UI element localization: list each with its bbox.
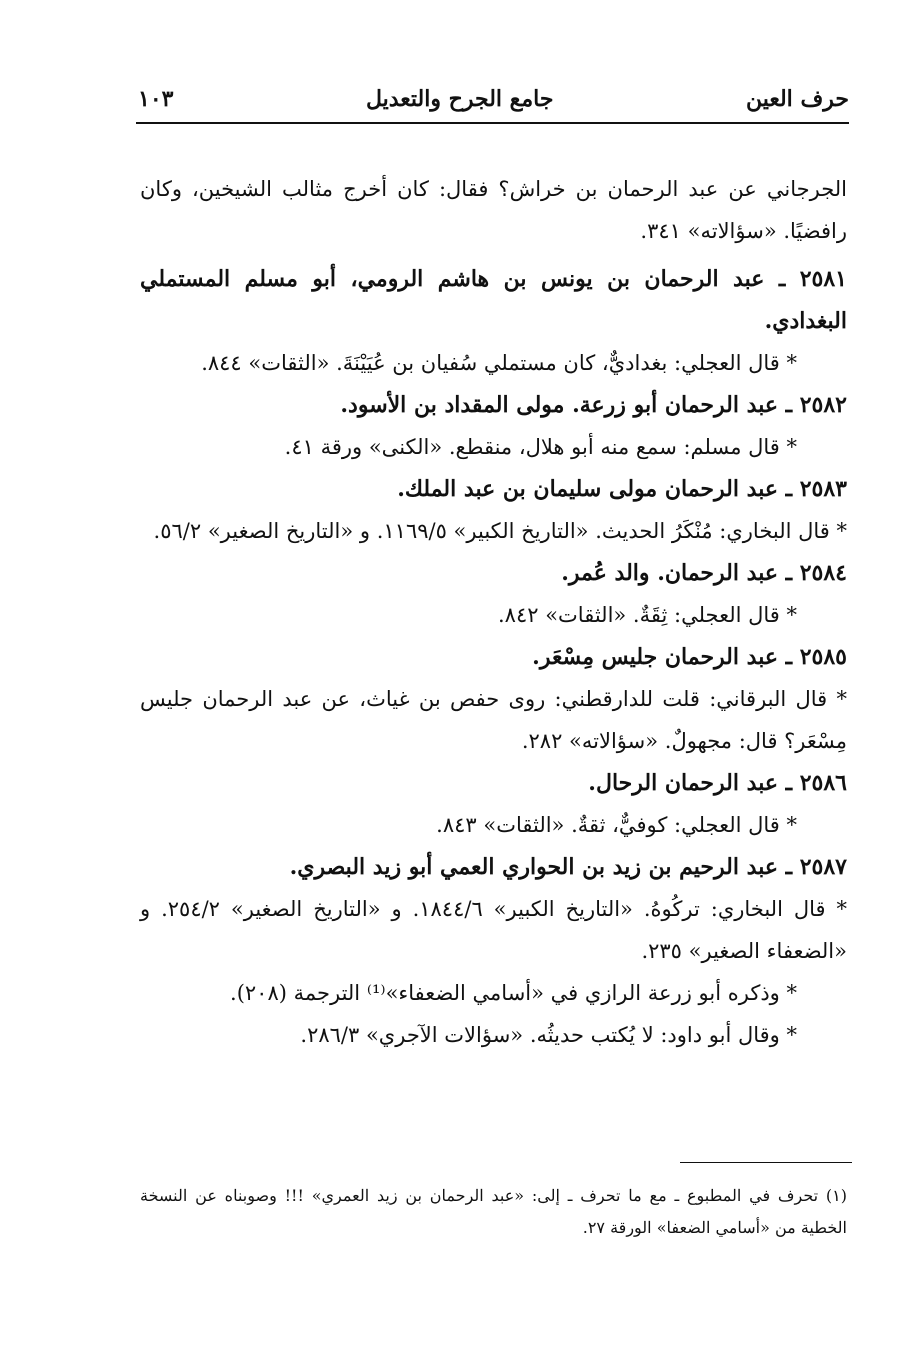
continuation-paragraph: الجرجاني عن عبد الرحمان بن خراش؟ فقال: كان أخرج مثالب الشيخين، وكان رافضيًا. «سؤالاته» ٣٤١. (140, 177, 847, 243)
page-number: ١٠٣ (138, 86, 174, 112)
running-header (138, 86, 849, 120)
footnote-1: (١) تحرف في المطبوع ـ مع ما تحرف ـ إلى: «عبد الرحمان بن زيد العمري» !!! وصوبناه عن النسخة الخطية من «أسامي الضعفا» الورقة ٢٧. (140, 1186, 847, 1237)
entry-note: * قال البخاري: مُنْكَرُ الحديث. «التاريخ الكبير» ١١٦٩/٥. و «التاريخ الصغير» ٥٦/٢. (153, 519, 847, 543)
entry-heading-2581: ٢٥٨١ ـ عبد الرحمان بن يونس بن هاشم الرومي، أبو مسلم المستملي البغدادي. (140, 266, 847, 334)
book-title: جامع الجرح والتعديل (365, 86, 554, 112)
entry-note: * وقال أبو داود: لا يُكتب حديثُه. «سؤالات الآجري» ٢٨٦/٣. (300, 1023, 797, 1047)
entry-note: * قال العجلي: ثِقَةٌ. «الثقات» ٨٤٢. (497, 603, 797, 627)
entry-note: * قال العجلي: بغداديٌّ، كان مستملي سُفيان بن عُيَيْنَةَ. «الثقات» ٨٤٤. (201, 351, 797, 375)
entry-note: * قال مسلم: سمع منه أبو هلال، منقطع. «الكنى» ورقة ٤١. (284, 435, 797, 459)
main-text (140, 168, 847, 1056)
entry-note: * وذكره أبو زرعة الرازي في «أسامي الضعفاء»⁽¹⁾ الترجمة (٢٠٨). (230, 981, 797, 1005)
entry-heading-2586: ٢٥٨٦ ـ عبد الرحمان الرحال. (588, 770, 847, 796)
entry-heading-2582: ٢٥٨٢ ـ عبد الرحمان أبو زرعة. مولى المقداد بن الأسود. (340, 392, 847, 418)
footnotes (140, 1180, 847, 1244)
entry-note: * قال العجلي: كوفيٌّ، ثقةٌ. «الثقات» ٨٤٣. (436, 813, 797, 837)
entry-note: * قال البخاري: تركُوهُ. «التاريخ الكبير» ١٨٤٤/٦. و «التاريخ الصغير» ٢٥٤/٢. و «الضعفاء الصغير» ٢٣٥. (140, 897, 847, 963)
entry-heading-2585: ٢٥٨٥ ـ عبد الرحمان جليس مِسْعَر. (532, 644, 847, 670)
header-rule (136, 122, 849, 124)
entry-heading-2587: ٢٥٨٧ ـ عبد الرحيم بن زيد بن الحواري العمي أبو زيد البصري. (289, 854, 847, 880)
section-title: حرف العين (745, 86, 849, 112)
entry-heading-2583: ٢٥٨٣ ـ عبد الرحمان مولى سليمان بن عبد الملك. (397, 476, 847, 502)
entry-heading-2584: ٢٥٨٤ ـ عبد الرحمان. والد عُمر. (561, 560, 847, 586)
entry-note: * قال البرقاني: قلت للدارقطني: روى حفص بن غياث، عن عبد الرحمان جليس مِسْعَر؟ قال: مجهولٌ. «سؤالاته» ٢٨٢. (140, 687, 847, 753)
footnote-rule (680, 1162, 852, 1163)
